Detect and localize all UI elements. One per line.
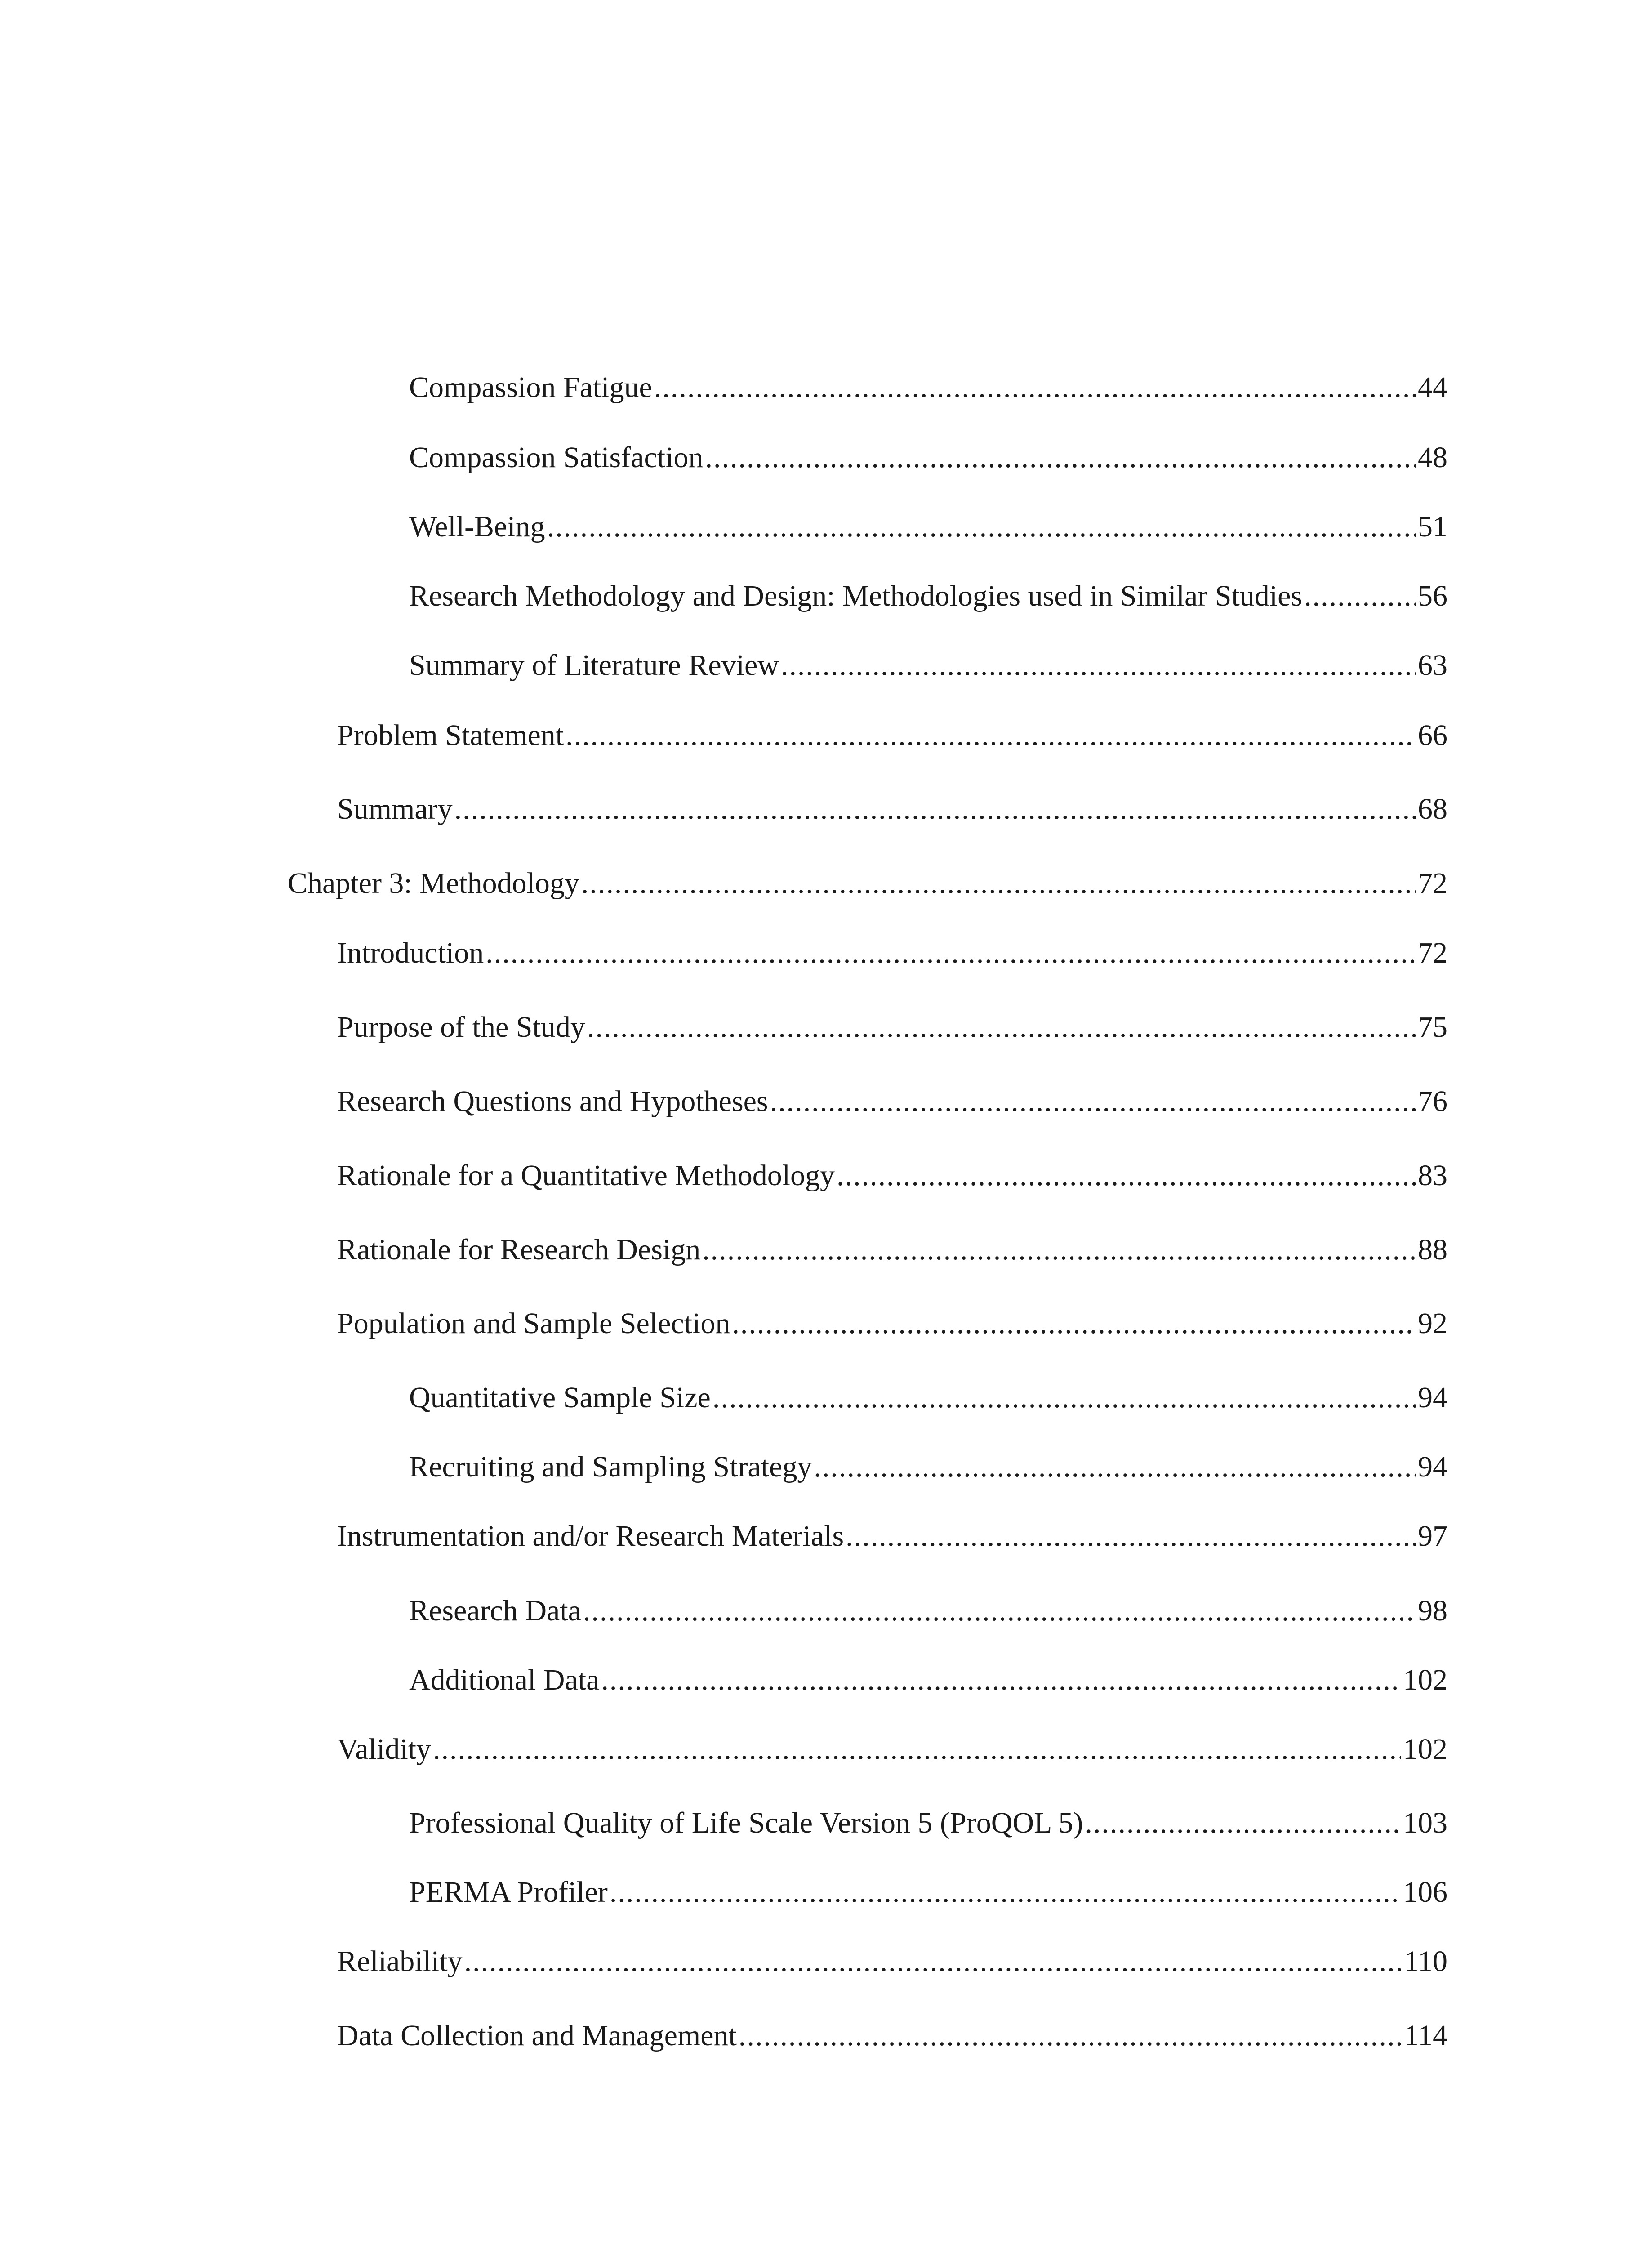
toc-entry-quantitative-sample-size xyxy=(409,1375,1447,1420)
toc-entry-population-and-sample-selection xyxy=(337,1301,1447,1346)
toc-entry-introduction xyxy=(337,931,1447,976)
toc-entry-summary-of-literature-review xyxy=(409,643,1447,688)
toc-entry-page: 103 xyxy=(1403,1806,1447,1839)
toc-entry-page: 102 xyxy=(1403,1733,1447,1766)
toc-entry-title: Compassion Fatigue xyxy=(409,371,652,404)
dot-leader xyxy=(781,643,1416,688)
dot-leader xyxy=(705,435,1416,480)
toc-entry-page: 83 xyxy=(1418,1159,1447,1192)
toc-entry-problem-statement xyxy=(337,713,1447,758)
dot-leader xyxy=(837,1153,1416,1198)
dot-leader xyxy=(610,1870,1401,1915)
toc-entry-well-being xyxy=(409,504,1447,549)
toc-entry-compassion-satisfaction xyxy=(409,435,1447,480)
toc-entry-recruiting-and-sampling-strategy xyxy=(409,1445,1447,1490)
toc-entry-title: Well-Being xyxy=(409,510,545,543)
toc-entry-title: Purpose of the Study xyxy=(337,1011,585,1044)
toc-entry-validity xyxy=(337,1727,1447,1772)
toc-entry-page: 44 xyxy=(1418,371,1447,404)
toc-entry-reliability xyxy=(337,1939,1447,1984)
toc-entry-title: Summary xyxy=(337,793,453,825)
dot-leader xyxy=(464,1939,1403,1984)
toc-entry-title: Research Data xyxy=(409,1594,581,1627)
dot-leader xyxy=(732,1301,1416,1346)
toc-entry-page: 51 xyxy=(1418,510,1447,543)
toc-entry-research-methodology-and-design xyxy=(409,574,1447,619)
dot-leader xyxy=(770,1079,1416,1124)
dot-leader xyxy=(601,1658,1401,1703)
toc-entry-page: 68 xyxy=(1418,793,1447,825)
toc-entry-purpose-of-the-study xyxy=(337,1005,1447,1050)
toc-entry-research-data xyxy=(409,1588,1447,1633)
toc-entry-perma-profiler xyxy=(409,1870,1447,1915)
toc-entry-page: 114 xyxy=(1404,2019,1447,2052)
toc-entry-page: 106 xyxy=(1403,1876,1447,1909)
dot-leader xyxy=(814,1445,1416,1490)
toc-entry-page: 72 xyxy=(1418,867,1447,900)
toc-entry-title: Compassion Satisfaction xyxy=(409,441,704,474)
toc-entry-title: Professional Quality of Life Scale Version 5 (ProQOL 5) xyxy=(409,1806,1083,1839)
dot-leader xyxy=(454,787,1416,832)
toc-entry-rationale-for-research-design xyxy=(337,1227,1447,1272)
toc-entry-page: 110 xyxy=(1404,1945,1447,1978)
toc-entry-title: Reliability xyxy=(337,1945,463,1978)
dot-leader xyxy=(583,1588,1416,1633)
toc-entry-title: Research Questions and Hypotheses xyxy=(337,1085,768,1118)
toc-entry-compassion-fatigue xyxy=(409,365,1447,410)
dot-leader xyxy=(581,861,1416,906)
toc-entry-title: Introduction xyxy=(337,937,484,969)
toc-entry-page: 88 xyxy=(1418,1233,1447,1266)
dot-leader xyxy=(547,504,1416,549)
toc-entry-title: Population and Sample Selection xyxy=(337,1307,730,1340)
toc-entry-page: 75 xyxy=(1418,1011,1447,1044)
toc-entry-title: Data Collection and Management xyxy=(337,2019,737,2052)
toc-entry-title: Validity xyxy=(337,1733,431,1766)
toc-entry-title: Instrumentation and/or Research Materials xyxy=(337,1520,844,1552)
toc-entry-instrumentation-and-research-materials xyxy=(337,1514,1447,1559)
toc-entry-page: 76 xyxy=(1418,1085,1447,1118)
toc-entry-title: Rationale for Research Design xyxy=(337,1233,701,1266)
toc-entry-page: 97 xyxy=(1418,1520,1447,1552)
dot-leader xyxy=(566,713,1416,758)
toc-entry-title: Chapter 3: Methodology xyxy=(288,867,579,900)
toc-entry-title: Summary of Literature Review xyxy=(409,649,779,682)
toc-entry-title: Quantitative Sample Size xyxy=(409,1381,711,1414)
toc-entry-title: Problem Statement xyxy=(337,719,564,752)
dot-leader xyxy=(587,1005,1416,1050)
toc-entry-page: 94 xyxy=(1418,1381,1447,1414)
dot-leader xyxy=(712,1375,1416,1420)
dot-leader xyxy=(702,1227,1416,1272)
dot-leader xyxy=(485,931,1416,976)
toc-entry-additional-data xyxy=(409,1658,1447,1703)
dot-leader xyxy=(433,1727,1401,1772)
toc-entry-page: 66 xyxy=(1418,719,1447,752)
toc-entry-page: 48 xyxy=(1418,441,1447,474)
toc-entry-page: 72 xyxy=(1418,937,1447,969)
dot-leader xyxy=(1085,1801,1401,1846)
toc-entry-summary xyxy=(337,787,1447,832)
toc-entry-page: 56 xyxy=(1418,580,1447,612)
dot-leader xyxy=(1304,574,1416,619)
toc-entry-title: Rationale for a Quantitative Methodology xyxy=(337,1159,835,1192)
toc-entry-title: PERMA Profiler xyxy=(409,1876,608,1909)
toc-entry-chapter-3-methodology xyxy=(288,861,1447,906)
dot-leader xyxy=(654,365,1416,410)
toc-entry-title: Recruiting and Sampling Strategy xyxy=(409,1450,812,1483)
toc-entry-page: 63 xyxy=(1418,649,1447,682)
toc-entry-research-questions-and-hypotheses xyxy=(337,1079,1447,1124)
toc-entry-page: 98 xyxy=(1418,1594,1447,1627)
toc-entry-page: 102 xyxy=(1403,1664,1447,1696)
dot-leader xyxy=(739,2013,1403,2058)
toc-entry-rationale-for-quantitative-methodology xyxy=(337,1153,1447,1198)
toc-entry-data-collection-and-management xyxy=(337,2013,1447,2058)
dot-leader xyxy=(846,1514,1416,1559)
toc-entry-title: Additional Data xyxy=(409,1664,600,1696)
toc-entry-page: 92 xyxy=(1418,1307,1447,1340)
toc-entry-page: 94 xyxy=(1418,1450,1447,1483)
toc-entry-title: Research Methodology and Design: Methodologies used in Similar Studies xyxy=(409,580,1303,612)
toc-entry-proqol-5 xyxy=(409,1801,1447,1846)
